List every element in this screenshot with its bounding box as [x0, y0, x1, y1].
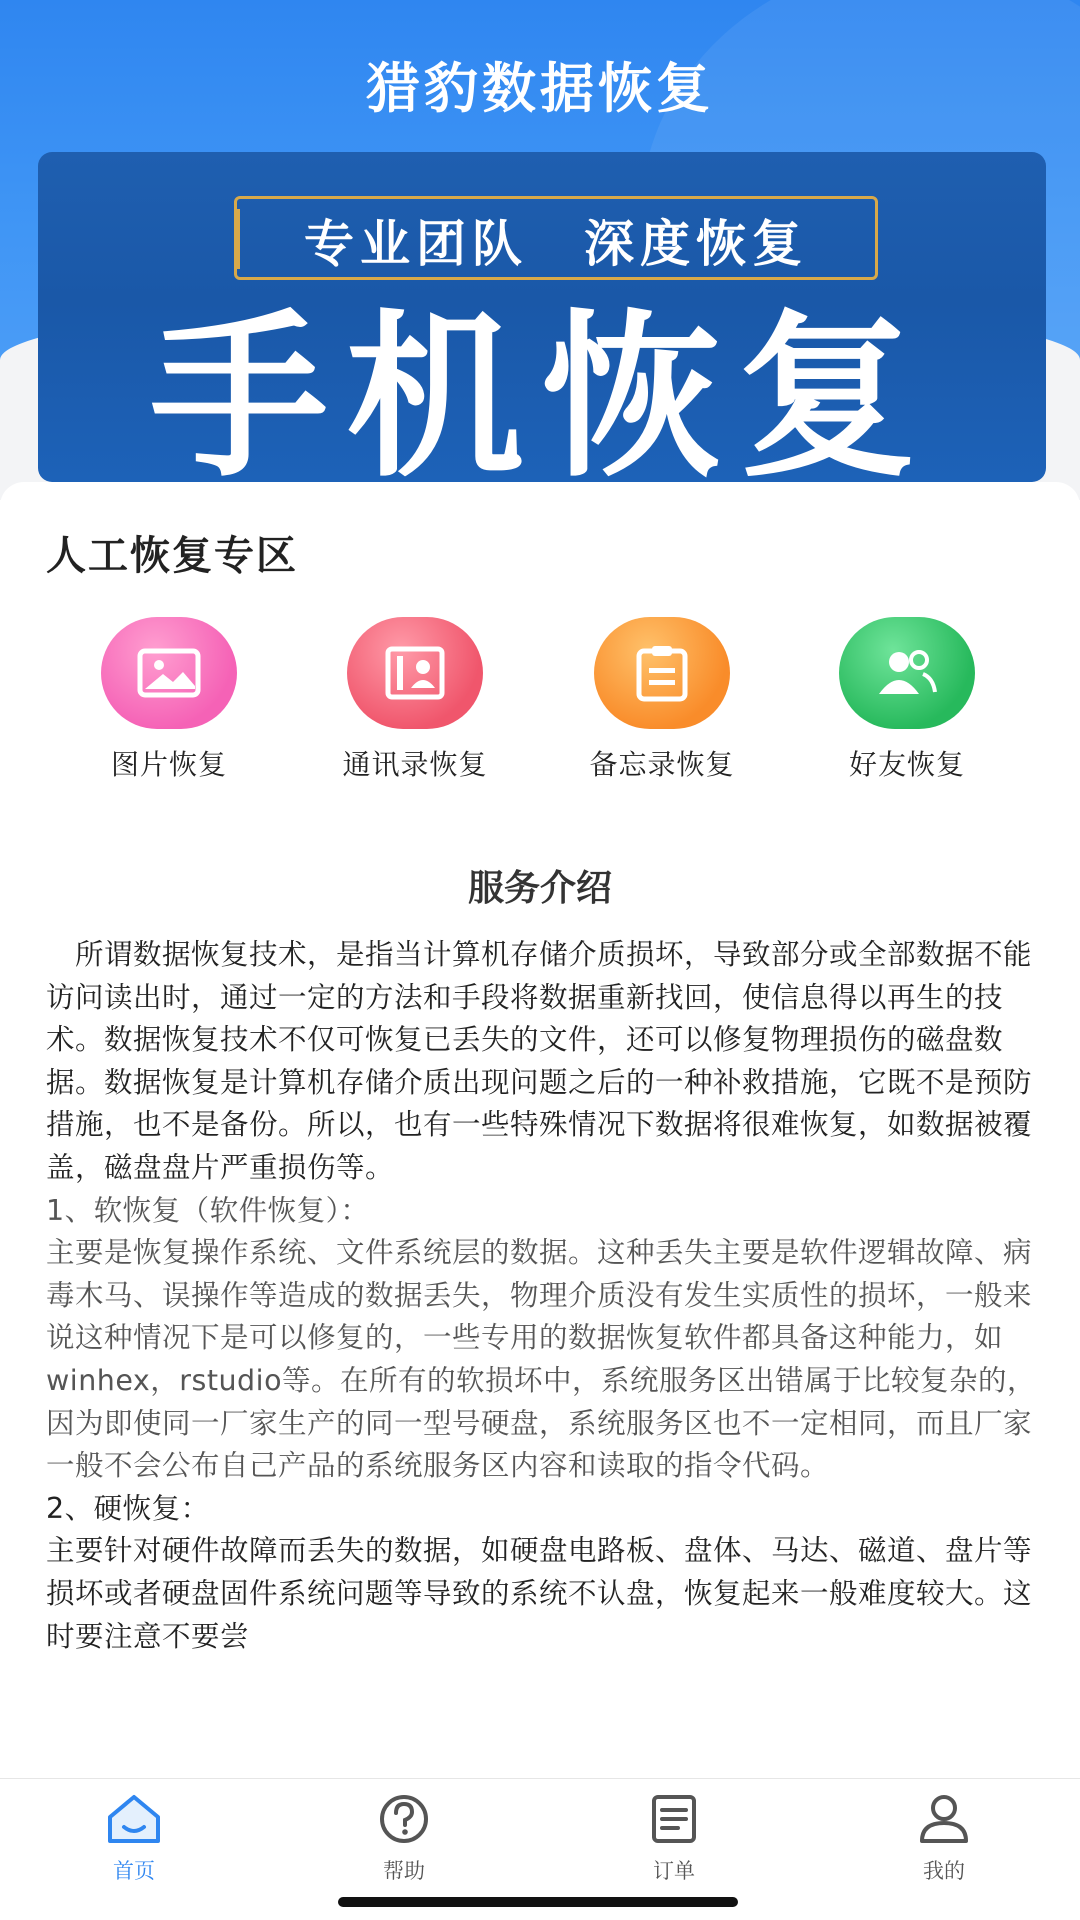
- order-list-icon: [644, 1793, 704, 1845]
- tab-help-label: 帮助: [383, 1859, 425, 1883]
- tab-home-label: 首页: [113, 1859, 155, 1883]
- tab-mine-label: 我的: [923, 1859, 965, 1883]
- contact-card-icon: [347, 617, 483, 729]
- home-indicator[interactable]: [338, 1897, 738, 1907]
- image-recovery-label: 图片恢复: [110, 748, 227, 781]
- intro-paragraph: 所谓数据恢复技术，是指当计算机存储介质损坏，导致部分或全部数据不能访问读出时，通过一定的方法和手段将数据重新找回，使信息得以再生的技术。数据恢复技术不仅可恢复已丢失的文件，还可以修复物理损伤的磁盘数据。数据恢复是计算机存储介质出现问题之后的一种补救措施，它既不是预防措施，也不是备份。所以，也有一些特殊情况下数据将很难恢复，如数据被覆盖，磁盘盘片严重损伤等。: [46, 938, 1033, 1184]
- help-icon: [374, 1793, 434, 1845]
- manual-zone-title: 人工恢复专区: [46, 533, 298, 579]
- home-icon: [104, 1793, 164, 1845]
- memo-recovery-label: 备忘录恢复: [589, 748, 735, 781]
- manual-recovery-grid: [0, 617, 1080, 797]
- image-icon: [101, 617, 237, 729]
- image-recovery-item[interactable]: [44, 617, 294, 797]
- tab-orders-label: 订单: [653, 1859, 695, 1883]
- intro-paragraph: 主要是恢复操作系统、文件系统层的数据。这种丢失主要是软件逻辑故障、病毒木马、误操作等造成的数据丢失，物理介质没有发生实质性的损坏，一般来说这种情况下是可以修复的，一些专用的数据恢复软件都具备这种能力，如winhex，rstudio等。在所有的软损坏中，系统服务区出错属于比较复杂的，因为即使同一厂家生产的同一型号硬盘，系统服务区也不一定相同，而且厂家一般不会公布自己产品的系统服务区内容和读取的指令代码。: [46, 1236, 1037, 1483]
- clipboard-icon: [594, 617, 730, 729]
- service-intro-body: [46, 934, 1040, 1658]
- service-intro-title: 服务介绍: [467, 868, 612, 909]
- friends-recovery-item[interactable]: [782, 617, 1032, 797]
- intro-paragraph: 主要针对硬件故障而丢失的数据，如硬盘电路板、盘体、马达、磁道、盘片等损坏或者硬盘固件系统问题等导致的系统不认盘，恢复起来一般难度较大。这时要注意不要尝: [46, 1534, 1033, 1653]
- app-title: 猎豹数据恢复: [366, 57, 714, 120]
- tab-help[interactable]: [334, 1793, 474, 1889]
- tab-orders[interactable]: [604, 1793, 744, 1889]
- banner-tagline: 专业团队 深度恢复: [304, 215, 808, 273]
- friends-recovery-label: 好友恢复: [848, 748, 965, 781]
- tab-home[interactable]: [64, 1793, 204, 1889]
- intro-subheading: 1、软恢复（软件恢复）：: [46, 1193, 370, 1227]
- tab-mine[interactable]: [874, 1793, 1014, 1889]
- contacts-recovery-item[interactable]: [290, 617, 540, 797]
- content-card: [0, 482, 1080, 1778]
- friends-icon: [839, 617, 975, 729]
- user-icon: [914, 1793, 974, 1845]
- banner-headline: 手机恢复: [150, 294, 934, 482]
- intro-subheading: 2、硬恢复：: [46, 1491, 210, 1525]
- contacts-recovery-label: 通讯录恢复: [342, 748, 488, 781]
- memo-recovery-item[interactable]: [537, 617, 787, 797]
- promo-banner[interactable]: [38, 152, 1046, 482]
